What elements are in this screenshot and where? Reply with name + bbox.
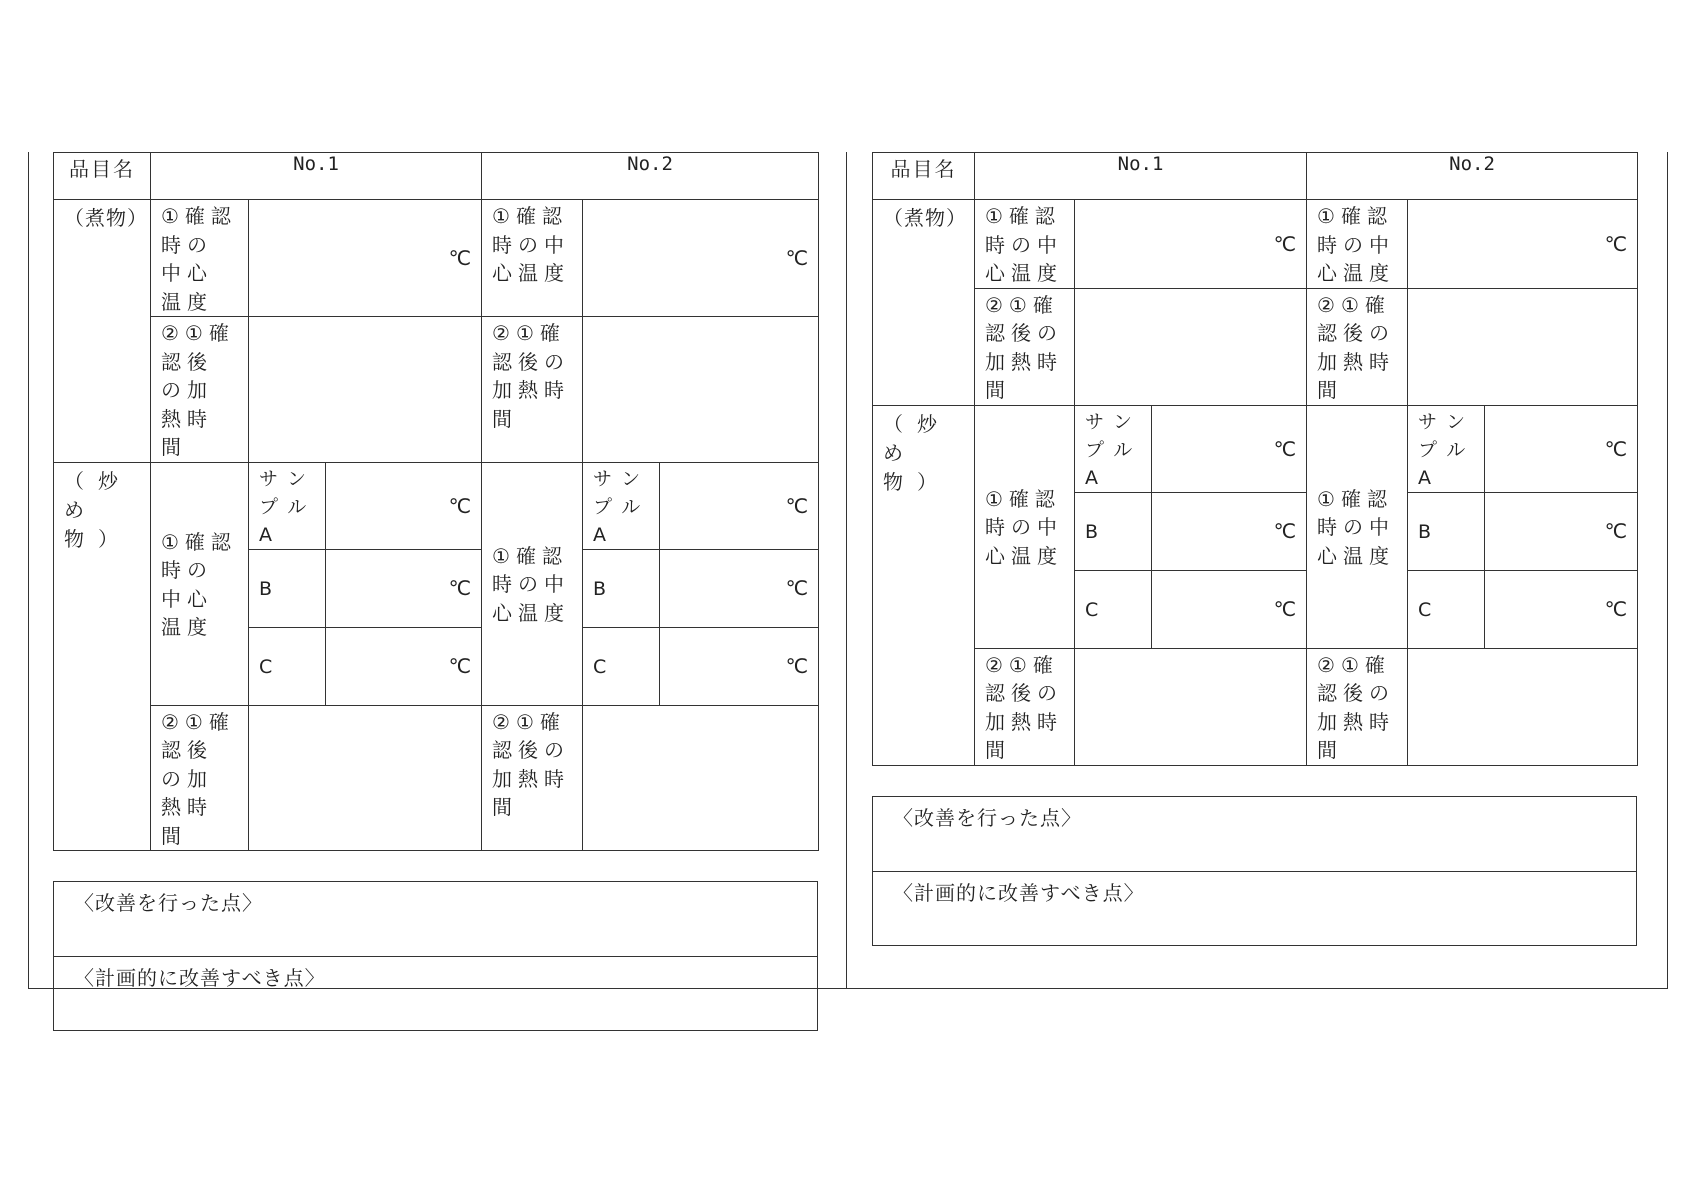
sample-a-label: サンプルA [1408,405,1485,492]
column-header-no1: No.1 [151,153,482,200]
core-temp-label: ①確認時の中心温度 [482,462,583,705]
category-boiled: （煮物） [54,200,151,463]
sample-c-temp-field[interactable] [326,627,482,705]
celsius-unit: ℃ [1273,597,1297,621]
celsius-unit: ℃ [785,654,809,678]
sample-c-temp-field[interactable] [1152,570,1307,648]
improved-points-label: 〈改善を行った点〉 [74,891,263,915]
heat-time-field[interactable] [1408,648,1638,765]
category-boiled: （煮物） [873,200,975,406]
temperature-record-table [872,152,1638,766]
core-temp-field[interactable] [249,200,482,317]
heat-time-label: ②①確認後の加熱時間 [1307,288,1408,405]
heat-time-label: ②①確認後の加熱時間 [151,705,249,851]
improved-points-field[interactable] [873,797,1636,871]
celsius-unit: ℃ [1273,231,1297,256]
core-temp-label: ①確認時の中心温度 [151,200,249,317]
celsius-unit: ℃ [1604,597,1628,621]
item-name-header: 品目名 [873,153,975,200]
heat-time-field[interactable] [1408,288,1638,405]
heat-time-label: ②①確認後の加熱時間 [151,317,249,463]
category-fried: （炒め物） [54,462,151,851]
heat-time-field[interactable] [583,317,819,463]
sample-c-label: C [1408,570,1485,648]
core-temp-label: ①確認時の中心温度 [151,462,249,705]
core-temp-field[interactable] [1075,200,1307,289]
notes-box [872,796,1637,946]
planned-improvements-label: 〈計画的に改善すべき点〉 [74,966,326,990]
heat-time-label: ②①確認後の加熱時間 [975,288,1075,405]
celsius-unit: ℃ [1604,436,1628,461]
form-panel-left [53,152,818,1031]
sample-b-temp-field[interactable] [1485,492,1638,570]
sample-c-temp-field[interactable] [1485,570,1638,648]
sample-c-label: C [249,627,326,705]
celsius-unit: ℃ [1604,231,1628,256]
sample-b-temp-field[interactable] [1152,492,1307,570]
notes-box [53,881,818,1031]
heat-time-label: ②①確認後の加熱時間 [975,648,1075,765]
celsius-unit: ℃ [448,493,472,518]
core-temp-label: ①確認時の中心温度 [1307,200,1408,289]
sample-a-label: サンプルA [1075,405,1152,492]
core-temp-field[interactable] [583,200,819,317]
sample-c-temp-field[interactable] [660,627,819,705]
heat-time-label: ②①確認後の加熱時間 [1307,648,1408,765]
heat-time-field[interactable] [583,705,819,851]
core-temp-label: ①確認時の中心温度 [482,200,583,317]
sample-b-label: B [249,549,326,627]
sample-c-label: C [583,627,660,705]
form-panel-right [872,152,1637,946]
core-temp-label: ①確認時の中心温度 [975,200,1075,289]
celsius-unit: ℃ [785,246,809,270]
heat-time-label: ②①確認後の加熱時間 [482,317,583,463]
celsius-unit: ℃ [448,576,472,600]
sample-a-label: サンプルA [583,462,660,549]
sample-b-label: B [1075,492,1152,570]
improved-points-label: 〈改善を行った点〉 [893,805,1082,830]
frame-left-line [28,152,29,989]
celsius-unit: ℃ [1273,519,1297,543]
sample-a-label: サンプルA [249,462,326,549]
sample-b-temp-field[interactable] [660,549,819,627]
sample-a-temp-field[interactable] [326,462,482,549]
sample-b-label: B [583,549,660,627]
celsius-unit: ℃ [448,654,472,678]
core-temp-label: ①確認時の中心温度 [975,405,1075,648]
heat-time-field[interactable] [249,705,482,851]
sample-a-temp-field[interactable] [1152,405,1307,492]
celsius-unit: ℃ [785,493,809,518]
celsius-unit: ℃ [448,246,472,270]
heat-time-field[interactable] [1075,648,1307,765]
sample-c-label: C [1075,570,1152,648]
planned-improvements-field[interactable] [873,871,1636,945]
sample-b-label: B [1408,492,1485,570]
planned-improvements-field[interactable] [54,956,817,1030]
column-header-no2: No.2 [1307,153,1638,200]
frame-center-line [846,152,847,989]
sample-b-temp-field[interactable] [326,549,482,627]
sample-a-temp-field[interactable] [660,462,819,549]
heat-time-field[interactable] [249,317,482,463]
column-header-no2: No.2 [482,153,819,200]
celsius-unit: ℃ [785,576,809,600]
frame-right-line [1667,152,1668,989]
core-temp-field[interactable] [1408,200,1638,289]
celsius-unit: ℃ [1604,519,1628,543]
heat-time-label: ②①確認後の加熱時間 [482,705,583,851]
planned-improvements-label: 〈計画的に改善すべき点〉 [893,880,1145,905]
improved-points-field[interactable] [54,882,817,956]
column-header-no1: No.1 [975,153,1307,200]
item-name-header: 品目名 [54,153,151,200]
heat-time-field[interactable] [1075,288,1307,405]
sample-a-temp-field[interactable] [1485,405,1638,492]
celsius-unit: ℃ [1273,436,1297,461]
core-temp-label: ①確認時の中心温度 [1307,405,1408,648]
category-fried: （炒め物） [873,405,975,765]
temperature-record-table [53,152,819,851]
